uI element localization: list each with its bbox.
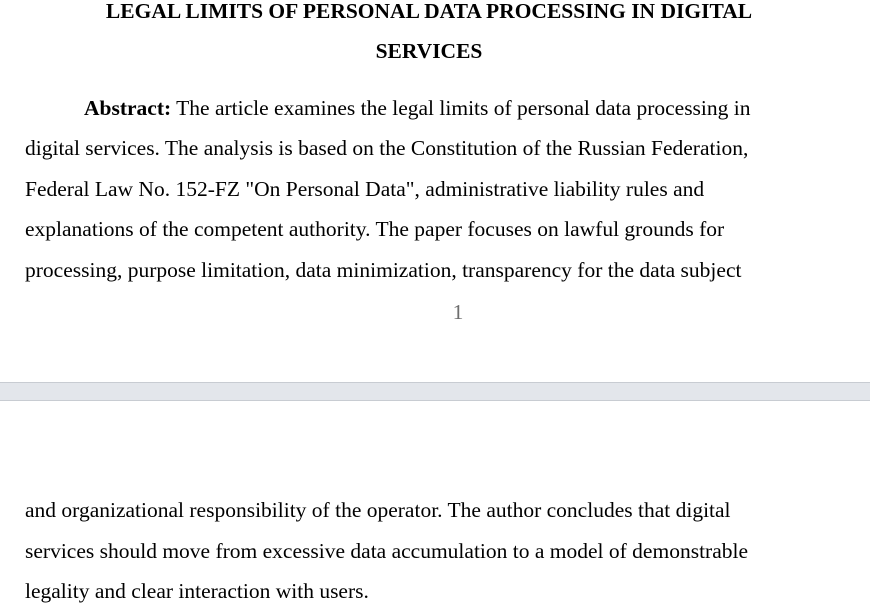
document-title-line-2: SERVICES [375, 39, 483, 63]
abstract-line-7: services should move from excessive data accumulation to a model of demonstrable [25, 539, 749, 563]
abstract-line-6: and organizational responsibility of the operator. The author concludes that digital [25, 498, 731, 522]
page-number: 1 [452, 300, 464, 324]
page-break-separator [0, 382, 870, 401]
abstract-line-1 [84, 88, 751, 128]
abstract-line-5: processing, purpose limitation, data minimization, transparency for the data subject [25, 258, 742, 282]
abstract-text-line-1: The article examines the legal limits of personal data processing in [171, 96, 751, 120]
abstract-line-4: explanations of the competent authority. The paper focuses on lawful grounds for [25, 217, 725, 241]
abstract-label: Abstract: [84, 96, 172, 120]
abstract-line-2: digital services. The analysis is based on the Constitution of the Russian Federation, [25, 136, 749, 160]
abstract-line-3: Federal Law No. 152-FZ "On Personal Data", administrative liability rules and [25, 177, 705, 201]
document-title-line-1: LEGAL LIMITS OF PERSONAL DATA PROCESSING IN DIGITAL [105, 0, 753, 23]
page-2 [0, 401, 870, 613]
abstract-line-8: legality and clear interaction with users. [25, 579, 369, 603]
